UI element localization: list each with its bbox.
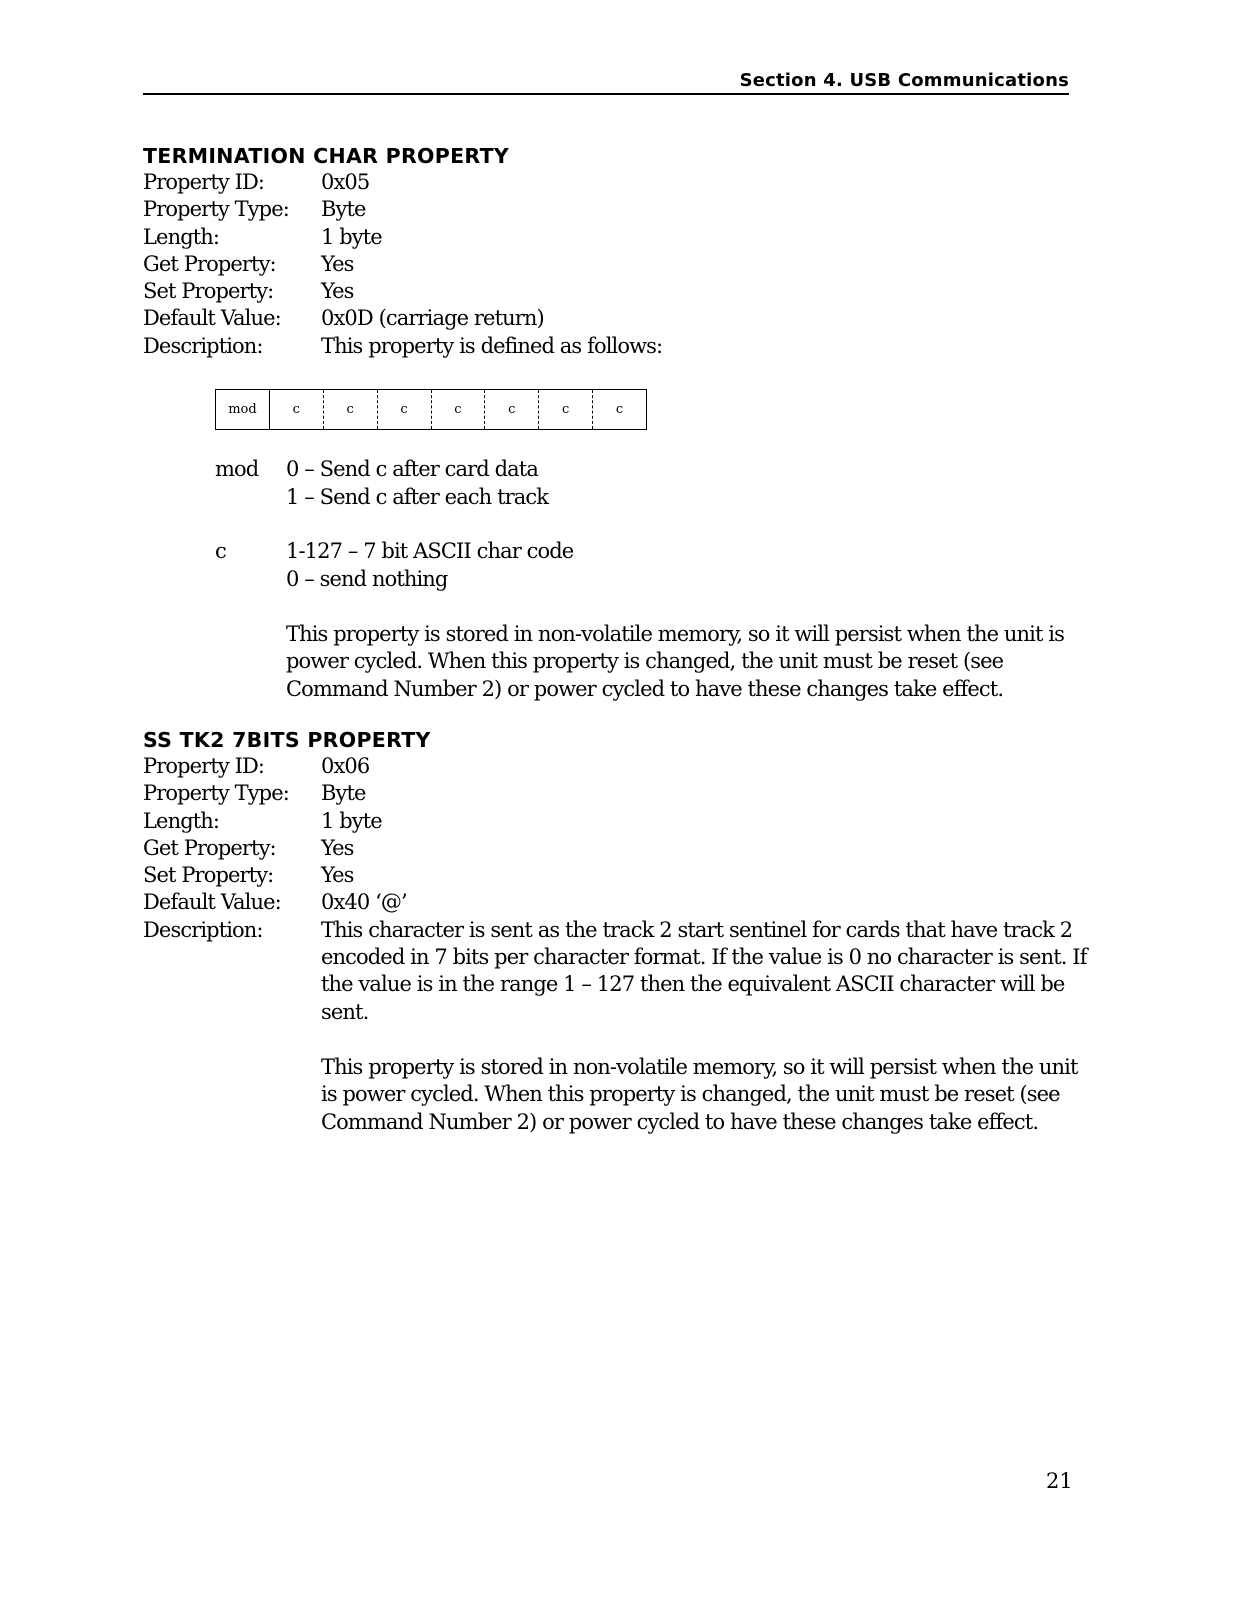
property-value: Byte: [321, 197, 366, 222]
property-value: Yes: [321, 251, 354, 276]
property-label: Property ID:: [143, 170, 265, 194]
property-label: Get Property:: [143, 251, 276, 276]
legend-line: 0 – Send c after card data: [286, 457, 538, 481]
sstk2-note: [321, 1054, 1078, 1136]
bit-cell: c: [592, 390, 646, 429]
bit-cell: c: [431, 390, 485, 429]
property-label: Length:: [143, 224, 220, 249]
paragraph-line: Command Number 2) or power cycled to have these changes take effect.: [286, 676, 1004, 701]
bit-cell: c: [323, 390, 377, 429]
property-label: Description:: [143, 917, 263, 942]
property-value: Byte: [321, 781, 366, 806]
property-value: 1 byte: [321, 808, 382, 833]
page-number: 21: [1046, 1469, 1073, 1493]
description-line: the value is in the range 1 – 127 then the equivalent ASCII character will be: [321, 972, 1065, 997]
paragraph-line: is power cycled. When this property is changed, the unit must be reset (see: [321, 1082, 1060, 1107]
legend-line: 0 – send nothing: [286, 567, 448, 591]
property-value: Yes: [321, 835, 354, 860]
property-value: 0x05: [321, 170, 370, 194]
description-line: encoded in 7 bits per character format. If the value is 0 no character is sent. If: [321, 945, 1087, 970]
property-value: 0x0D (carriage return): [321, 306, 544, 331]
page-header: [143, 70, 1069, 95]
property-value: 0x06: [321, 754, 370, 778]
bit-cell: c: [292, 402, 300, 417]
paragraph-line: This property is stored in non-volatile memory, so it will persist when the unit is: [286, 622, 1064, 646]
property-label: Default Value:: [143, 890, 281, 915]
property-label: Property ID:: [143, 754, 265, 778]
property-value: 0x40 ‘@’: [321, 890, 407, 915]
property-label: Default Value:: [143, 306, 281, 331]
property-value: Yes: [321, 863, 354, 888]
property-value: Yes: [321, 279, 354, 304]
property-label: Set Property:: [143, 863, 274, 888]
section-header: Section 4. USB Communications: [739, 70, 1069, 91]
property-label: Property Type:: [143, 781, 289, 806]
termination-note: [286, 621, 1064, 703]
paragraph-line: Command Number 2) or power cycled to have these changes take effect.: [321, 1109, 1039, 1134]
paragraph-line: power cycled. When this property is changed, the unit must be reset (see: [286, 649, 1004, 674]
bit-cell: c: [377, 390, 431, 429]
property-value: This character is sent as the track 2 start sentinel for cards that have track 2: [321, 917, 1073, 942]
legend-key-c: c: [215, 539, 226, 563]
termination-section-title: TERMINATION CHAR PROPERTY: [143, 144, 510, 168]
property-label: Length:: [143, 808, 220, 833]
bit-cell-mod: mod: [216, 390, 270, 429]
bit-cell: c: [484, 390, 538, 429]
property-label: Get Property:: [143, 835, 276, 860]
paragraph-line: This property is stored in non-volatile memory, so it will persist when the unit: [321, 1055, 1078, 1079]
sstk2-section-title: SS TK2 7BITS PROPERTY: [143, 728, 431, 752]
description-line: sent.: [321, 999, 369, 1024]
property-value: 1 byte: [321, 224, 382, 249]
legend-line: 1 – Send c after each track: [286, 485, 549, 509]
property-value: This property is defined as follows:: [321, 333, 663, 358]
property-label: Property Type:: [143, 197, 289, 222]
legend-key-mod: mod: [215, 457, 259, 481]
bit-cell: c: [538, 390, 592, 429]
property-label: Description:: [143, 333, 263, 358]
property-label: Set Property:: [143, 279, 274, 304]
bit-layout-table: [215, 389, 647, 430]
legend-line: 1-127 – 7 bit ASCII char code: [286, 539, 574, 563]
